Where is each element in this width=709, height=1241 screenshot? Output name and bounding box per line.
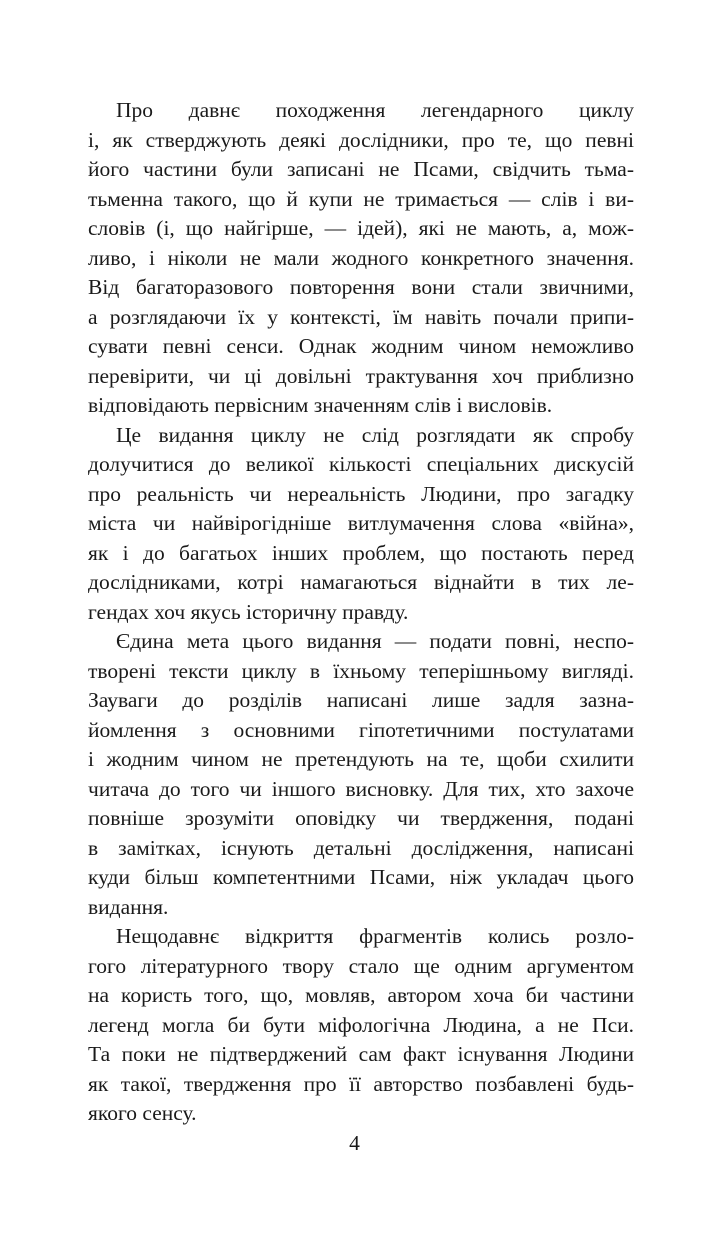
text-line: як такої, твердження про її авторство позбавлені будь-	[88, 1071, 634, 1096]
text-line: йомлення з основними гіпотетичними постулатами	[88, 717, 634, 742]
text-line: куди більш компетентними Псами, ніж укладач цього	[88, 865, 634, 889]
text-line: Від багаторазового повторення вони стали звичними,	[88, 275, 634, 299]
text-line: його частини були записані не Псами, свідчить тьма-	[88, 157, 634, 181]
text-line: читача до того чи іншого висновку. Для тих, хто захоче	[88, 776, 634, 801]
text-line: міста чи найвірогідніше витлумачення слова «війна»,	[88, 511, 634, 535]
text-line: сувати певні сенси. Однак жодним чином неможливо	[88, 334, 634, 358]
text-line: на користь того, що, мовляв, автором хоча би частини	[88, 983, 634, 1007]
paragraph-3	[88, 627, 634, 922]
text-line: творені тексти циклу в їхньому теперішньому вигляді.	[88, 658, 634, 683]
paragraph-1	[88, 96, 634, 421]
text-line: дослідниками, котрі намагаються віднайти в тих ле-	[88, 570, 634, 594]
text-line: Зауваги до розділів написані лише задля зазна-	[88, 688, 634, 712]
paragraph-2	[88, 421, 634, 628]
text-line: тьменна такого, що й купи не тримається — слів і ви-	[88, 186, 634, 211]
text-line: Єдина мета цього видання — подати повні, неспо-	[116, 629, 634, 653]
text-line: а розглядаючи їх у контексті, їм навіть почали припи-	[88, 304, 634, 329]
text-line: Та поки не підтверджений сам факт існування Людини	[88, 1042, 634, 1066]
text-line: як і до багатьох інших проблем, що постають перед	[88, 540, 634, 565]
text-line: гого літературного твору стало ще одним аргументом	[88, 953, 634, 978]
text-line: і жодним чином не претендують на те, щоби схилити	[88, 747, 634, 771]
page-number: 4	[349, 1131, 360, 1155]
text-line: гендах хоч якусь історичну правду.	[88, 599, 409, 624]
text-line: Це видання циклу не слід розглядати як спробу	[116, 422, 634, 447]
text-line: повніше зрозуміти оповідку чи твердження, подані	[88, 806, 634, 830]
text-line: видання.	[88, 894, 169, 919]
text-line: і, як стверджують деякі дослідники, про те, що певні	[88, 127, 634, 152]
text-line: словів (і, що найгірше, — ідей), які не мають, а, мож-	[88, 216, 634, 240]
text-line: долучитися до великої кількості спеціальних дискусій	[88, 452, 634, 476]
text-line: Нещодавнє відкриття фрагментів колись розло-	[116, 924, 634, 948]
text-line: в замітках, існують детальні дослідження, написані	[88, 835, 634, 860]
text-line: про реальність чи нереальність Людини, про загадку	[88, 481, 634, 506]
paragraph-4	[88, 922, 634, 1129]
text-line: якого сенсу.	[88, 1101, 197, 1125]
text-line: Про давнє походження легендарного циклу	[116, 98, 634, 122]
page-body	[88, 96, 634, 1129]
text-line: перевірити, чи ці довільні трактування хоч приблизно	[88, 363, 634, 388]
text-line: ливо, і ніколи не мали жодного конкретного значення.	[88, 245, 634, 270]
text-line: легенд могла би бути міфологічна Людина, а не Пси.	[88, 1012, 634, 1037]
text-line: відповідають первісним значенням слів і висловів.	[88, 393, 553, 417]
